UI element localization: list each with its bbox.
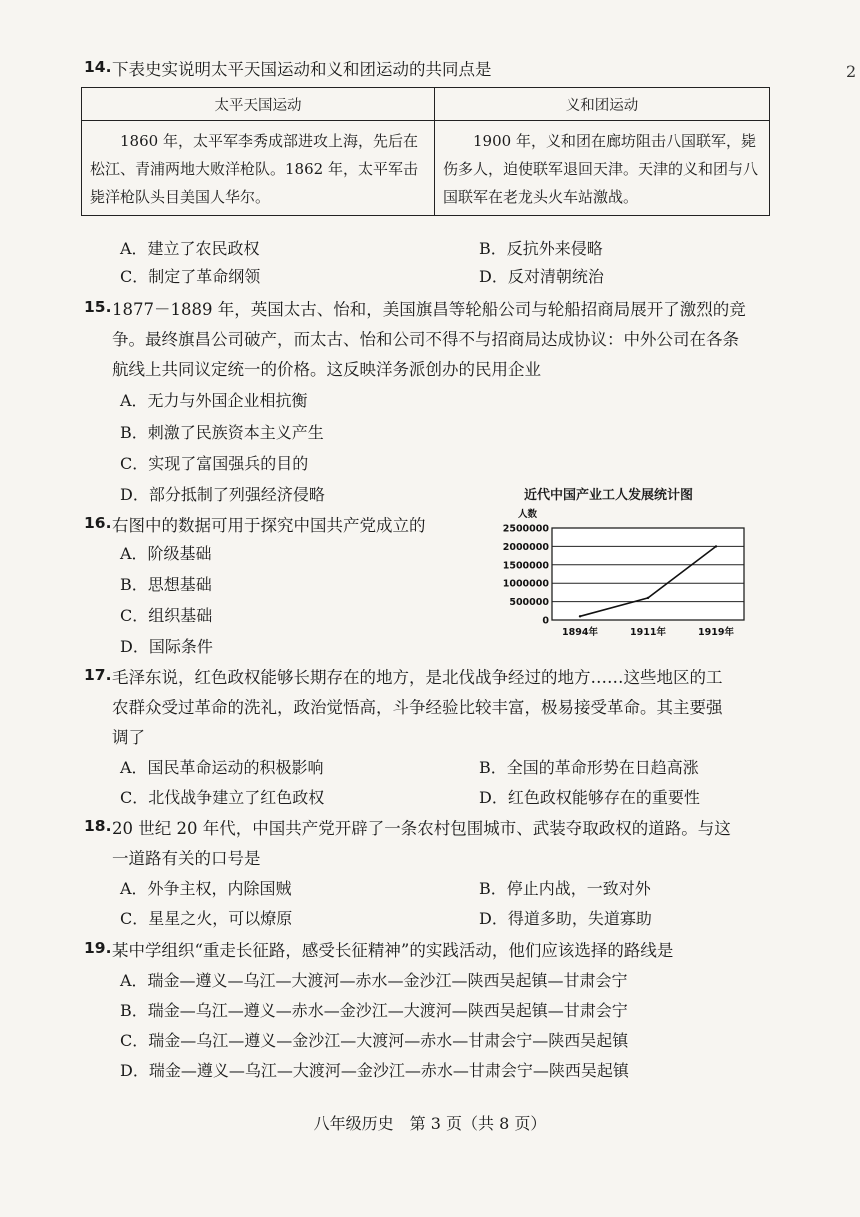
q18-option-c: C．星星之火，可以燎原 [120, 909, 293, 928]
question-16-stem: 右图中的数据可用于探究中国共产党成立的 [112, 516, 426, 535]
chart-y-tick-label: 500000 [509, 597, 549, 609]
chart-y-tick-label: 2500000 [502, 523, 549, 535]
chart-y-tick-label: 0 [542, 615, 549, 627]
q14-option-d: D．反对清朝统治 [479, 267, 604, 286]
question-18-stem-line-2: 一道路有关的口号是 [112, 849, 261, 868]
q19-option-a: A．瑞金—遵义—乌江—大渡河—赤水—金沙江—陕西吴起镇—甘肃会宁 [120, 971, 628, 990]
table-cell-taiping: 1860 年，太平军李秀成部进攻上海，先后在松江、青浦两地大败洋枪队。1862 年，太平军击毙洋枪队头目美国人华尔。 [82, 121, 435, 216]
q19-option-c: C．瑞金—乌江—遵义—金沙江—大渡河—赤水—甘肃会宁—陕西吴起镇 [120, 1031, 629, 1050]
question-19-stem: 某中学组织“重走长征路，感受长征精神”的实践活动，他们应该选择的路线是 [112, 941, 674, 960]
question-14-number: 14. [84, 58, 112, 76]
question-17-stem-line-1: 毛泽东说，红色政权能够长期存在的地方，是北伐战争经过的地方……这些地区的工 [112, 668, 723, 687]
q19-option-b: B．瑞金—乌江—遵义—赤水—金沙江—大渡河—陕西吴起镇—甘肃会宁 [120, 1001, 628, 1020]
table-header-taiping: 太平天国运动 [82, 88, 435, 121]
chart-data-point [579, 615, 581, 617]
q14-option-c: C．制定了革命纲领 [120, 267, 261, 286]
q19-option-d: D．瑞金—遵义—乌江—大渡河—金沙江—赤水—甘肃会宁—陕西吴起镇 [120, 1061, 629, 1080]
chart-title: 近代中国产业工人发展统计图 [524, 488, 694, 503]
page-edge-mark: 2 [846, 62, 857, 81]
q16-option-c: C．组织基础 [120, 606, 213, 625]
question-17-stem-line-3: 调了 [112, 728, 145, 747]
question-14-stem: 下表史实说明太平天国运动和义和团运动的共同点是 [112, 60, 492, 79]
chart-y-axis-label: 人数 [518, 509, 538, 520]
q16-option-a: A．阶级基础 [120, 544, 212, 563]
page-footer: 八年级历史 第 3 页（共 8 页） [313, 1114, 547, 1133]
table-cell-boxer: 1900 年，义和团在廊坊阻击八国联军，毙伤多人，迫使联军退回天津。天津的义和团与八国联军在老龙头火车站激战。 [435, 121, 770, 216]
q15-option-c: C．实现了富国强兵的目的 [120, 454, 309, 473]
q14-option-b: B．反抗外来侵略 [479, 239, 603, 258]
q17-option-c: C．北伐战争建立了红色政权 [120, 788, 325, 807]
chart-data-point [647, 597, 649, 599]
chart-x-tick-label: 1911年 [630, 627, 666, 638]
chart-plot-frame [552, 528, 744, 620]
question-18-number: 18. [84, 817, 112, 835]
q18-option-d: D．得道多助，失道寡助 [479, 909, 652, 928]
q18-option-b: B．停止内战，一致对外 [479, 879, 651, 898]
q15-option-b: B．刺激了民族资本主义产生 [120, 423, 324, 442]
question-15-stem-line-3: 航线上共同议定统一的价格。这反映洋务派创办的民用企业 [112, 360, 541, 379]
q14-option-a: A．建立了农民政权 [120, 239, 260, 258]
question-15-stem-line-2: 争。最终旗昌公司破产，而太古、怡和公司不得不与招商局达成协议：中外公司在各条 [112, 330, 739, 349]
question-15-stem-line-1: 1877－1889 年，英国太古、怡和，美国旗昌等轮船公司与轮船招商局展开了激烈的竞 [112, 300, 746, 319]
chart-y-tick-label: 1000000 [502, 578, 549, 590]
q16-option-d: D．国际条件 [120, 637, 213, 656]
q18-option-a: A．外争主权，内除国贼 [120, 879, 292, 898]
question-17-number: 17. [84, 666, 112, 684]
chart-y-tick-label: 2000000 [502, 541, 549, 553]
chart-x-tick-label: 1919年 [698, 627, 734, 638]
chart-x-tick-label: 1894年 [562, 627, 598, 638]
question-16-number: 16. [84, 514, 112, 532]
question-15-number: 15. [84, 298, 112, 316]
q17-option-a: A．国民革命运动的积极影响 [120, 758, 324, 777]
question-14-table [81, 87, 770, 216]
table-header-boxer: 义和团运动 [435, 88, 770, 121]
q15-option-d: D．部分抵制了列强经济侵略 [120, 485, 325, 504]
q15-option-a: A．无力与外国企业相抗衡 [120, 391, 308, 410]
chart-data-point [715, 545, 717, 547]
industrial-workers-line-chart [490, 500, 750, 650]
q16-option-b: B．思想基础 [120, 575, 212, 594]
q17-option-b: B．全国的革命形势在日趋高涨 [479, 758, 699, 777]
chart-y-tick-label: 1500000 [502, 560, 549, 572]
question-18-stem-line-1: 20 世纪 20 年代，中国共产党开辟了一条农村包围城市、武装夺取政权的道路。与这 [112, 819, 731, 838]
q17-option-d: D．红色政权能够存在的重要性 [479, 788, 700, 807]
question-17-stem-line-2: 农群众受过革命的洗礼，政治觉悟高，斗争经验比较丰富，极易接受革命。其主要强 [112, 698, 723, 717]
question-19-number: 19. [84, 939, 112, 957]
